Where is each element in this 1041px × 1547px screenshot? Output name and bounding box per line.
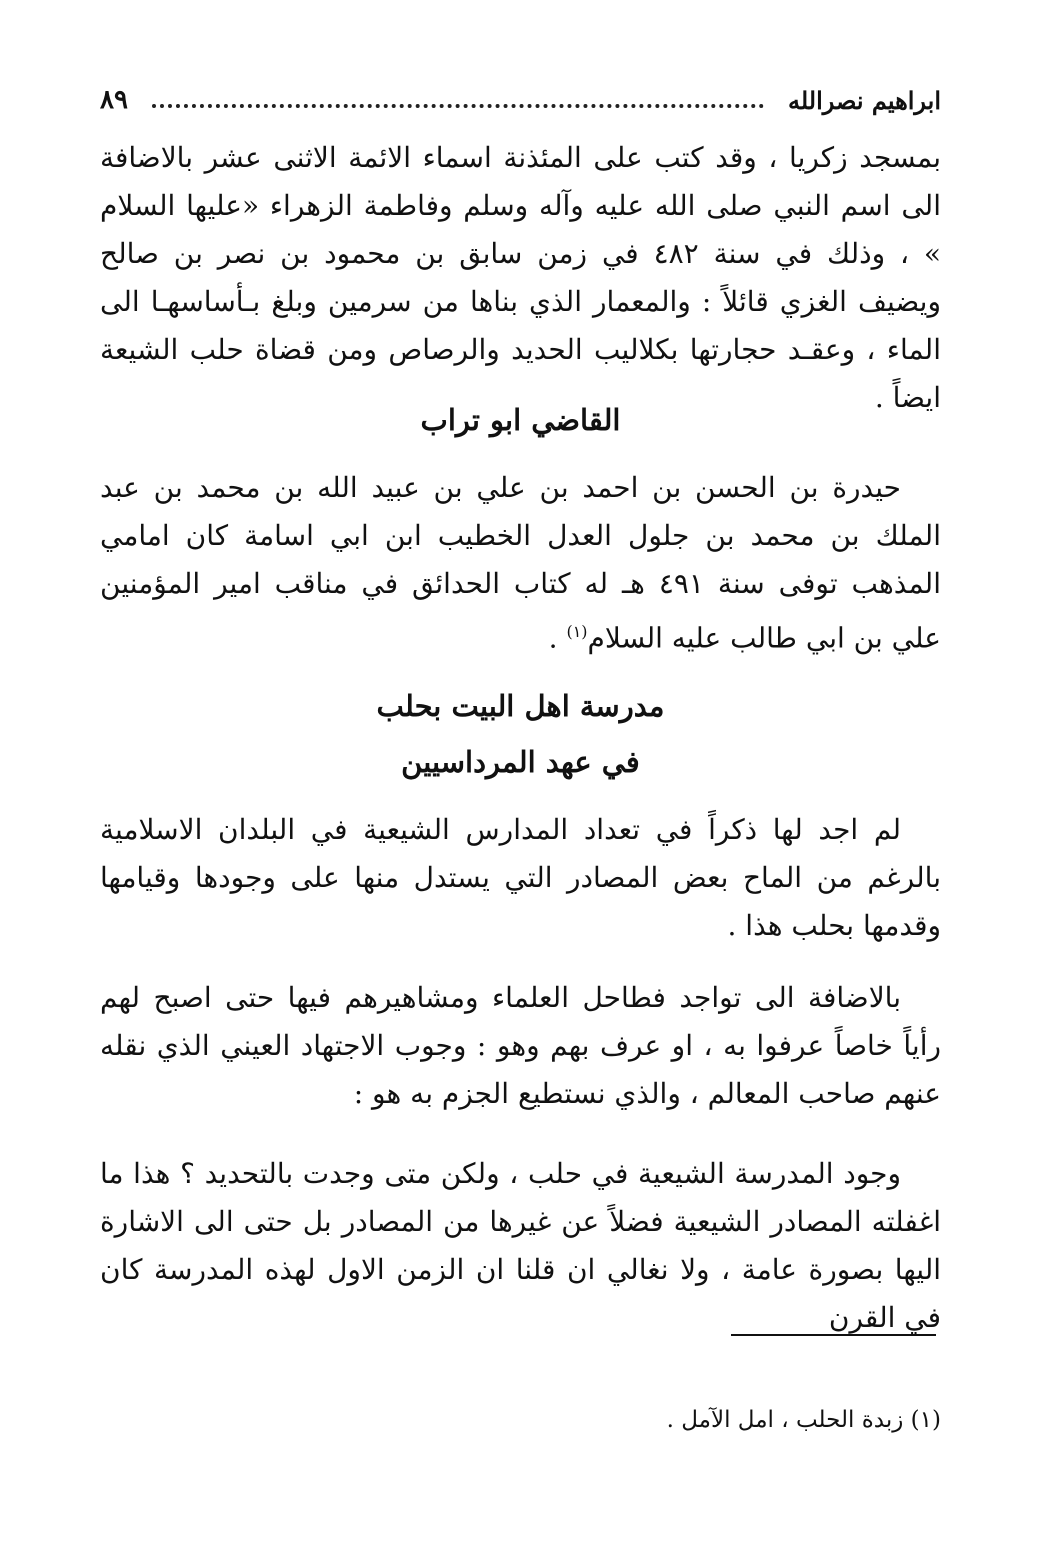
section-heading-abu-turab [100, 396, 941, 444]
paragraph-text: بمسجد زكريا ، وقد كتب على المئذنة اسماء الائمة الاثنى عشر بالاضافة الى اسم النبي صلى الله عليه وآله وسلم وفاطمة الزهراء «عليها السلام » ، وذلك في سنة ٤٨٢ في زمن سابق بن محمود بن نصر بن صالح ويضيف الغزي قائلاً : والمعمار الذي بناها من سرمين وبلغ بـأساسهـا الى الماء ، وعقـد حجارتها بكلاليب الحديد والرصاص ومن قضاة حلب الشيعة ايضاً . [100, 141, 942, 414]
paragraph-end: . [548, 621, 567, 655]
paragraph-existence [100, 1150, 941, 1342]
paragraph-scholars [100, 974, 941, 1118]
paragraph-mosque [100, 134, 941, 422]
paragraph-text: وجود المدرسة الشيعية في حلب ، ولكن متى وجدت بالتحديد ؟ هذا ما اغفلته المصادر الشيعية فضلاً عن غيرها من المصادر بل حتى الى الاشارة اليها بصورة عامة ، ولا نغالي ان قلنا ان الزمن الاول لهذه المدرسة كان في القرن [100, 1157, 941, 1334]
heading-line-2: في عهد المرداسيين [401, 745, 640, 779]
page-number: ٨٩ [100, 85, 128, 115]
paragraph-no-mention [100, 806, 941, 950]
section-heading-ahl-al-bayt [100, 682, 941, 786]
footnote: (١) زبدة الحلب ، امل الآمل . [666, 1407, 941, 1433]
heading-line-1: مدرسة اهل البيت بحلب [376, 689, 665, 723]
paragraph-body: حيدرة بن الحسن بن احمد بن علي بن عبيد الله بن محمد بن عبد الملك بن محمد بن جلول العدل الخطيب ابن ابي اسامة كان امامي المذهب توفى سنة ٤٩١ هـ له كتاب الحدائق في مناقب امير المؤمنين علي بن ابي طالب عليه السلام [100, 471, 941, 655]
running-head: ابراهيم نصرالله [787, 85, 941, 115]
page-header [100, 78, 941, 122]
paragraph-haidara [100, 464, 941, 662]
dotted-leader [152, 104, 764, 108]
paragraph-text: بالاضافة الى تواجد فطاحل العلماء ومشاهيرهم فيها حتى اصبح لهم رأياً خاصاً عرفوا به ، او عرف بهم وهو : وجوب الاجتهاد العيني الذي نقله عنهم صاحب المعالم ، والذي نستطيع الجزم به هو : [100, 981, 941, 1110]
footnote-reference: (١) [566, 622, 588, 641]
paragraph-text [100, 464, 941, 662]
heading-text: القاضي ابو تراب [420, 403, 621, 437]
footnote-separator [731, 1334, 936, 1336]
paragraph-text: لم اجد لها ذكراً في تعداد المدارس الشيعية في البلدان الاسلامية بالرغم من الماح بعض المصادر التي يستدل منها على وجودها وقيامها وقدمها بحلب هذا . [100, 813, 941, 942]
